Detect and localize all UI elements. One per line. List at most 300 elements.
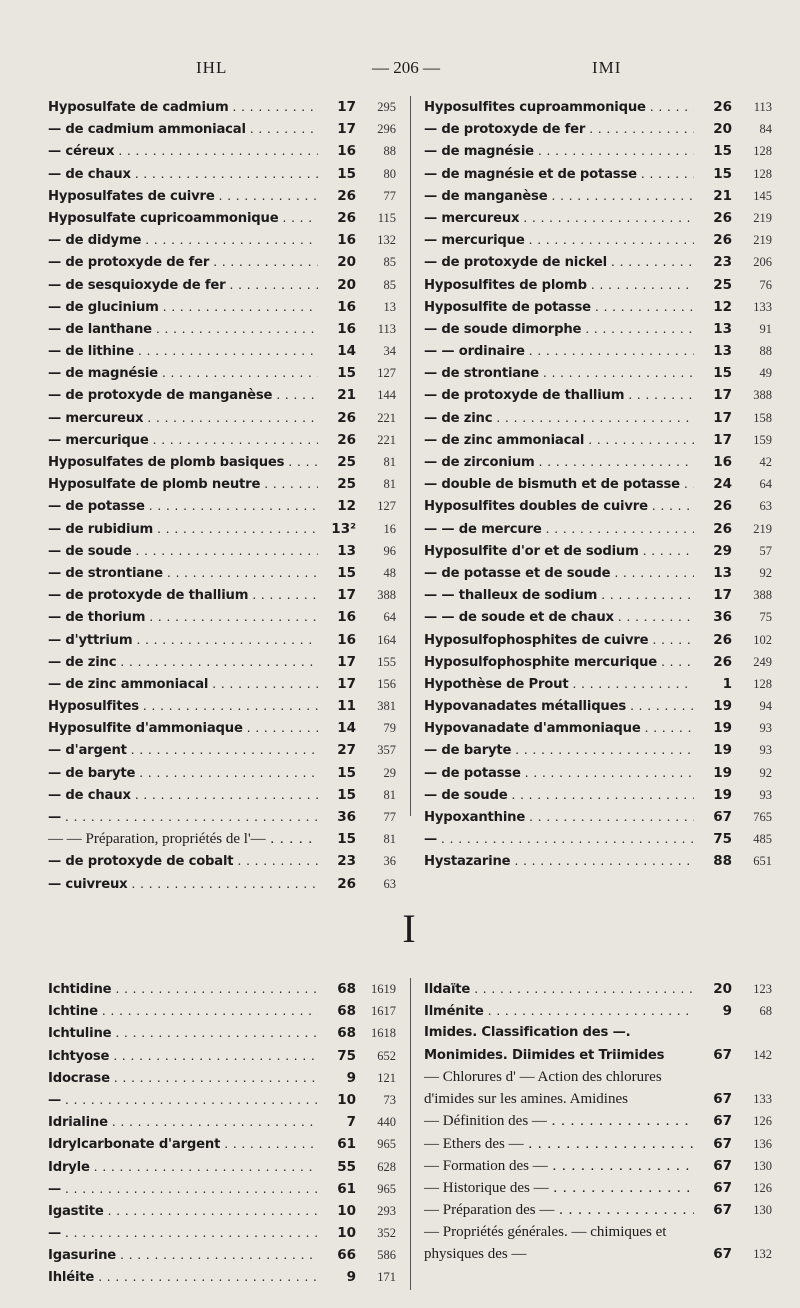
entry-name: Igasurine . . . [48, 1244, 332, 1267]
index-entry [424, 229, 772, 251]
entry-page: 440 [377, 1115, 396, 1130]
entry-volume: 67 [694, 1243, 732, 1265]
entry-volume: 17 [318, 651, 356, 673]
index-entry [424, 673, 772, 695]
entry-volume: 15 [318, 828, 356, 850]
entry-page: 127 [377, 499, 396, 514]
entry-volume: 55 [318, 1156, 356, 1178]
entry-name: — de potasse . . . [48, 495, 332, 518]
entry-name: — mercureux . . . [48, 407, 332, 430]
entry-name: Hyposulfate de plomb neutre . . . [48, 473, 332, 496]
entry-name: — de protoxyde de fer . . . [424, 118, 708, 141]
index-entry [424, 1199, 772, 1221]
entry-name: — — de soude et de chaux . . . [424, 606, 708, 629]
entry-volume: 7 [318, 1111, 356, 1133]
entry-volume: 21 [318, 384, 356, 406]
entry-page: 57 [759, 543, 772, 558]
entry-volume: 19 [694, 739, 732, 761]
index-column-left-h [48, 96, 396, 895]
entry-name: Igastite . . . [48, 1200, 332, 1223]
entry-page: 652 [377, 1048, 396, 1063]
entry-page: 16 [383, 521, 396, 536]
entry-volume: 67 [694, 1155, 732, 1177]
index-entry [48, 1200, 396, 1222]
entry-name: — de lanthane . . . [48, 318, 332, 341]
entry-volume: 20 [694, 978, 732, 1000]
entry-volume: 20 [694, 118, 732, 140]
index-entry [48, 251, 396, 273]
entry-page: 48 [383, 565, 396, 580]
index-entry [48, 828, 396, 850]
entry-page: 158 [753, 410, 772, 425]
entry-page: 80 [383, 166, 396, 181]
index-entry [48, 806, 396, 828]
entry-name: — — ordinaire . . . [424, 340, 708, 363]
entry-name: — de strontiane . . . [424, 362, 708, 385]
entry-page: 295 [377, 100, 396, 114]
entry-name: — de zinc ammoniacal . . . [424, 429, 708, 452]
entry-name: Hyposulfites de plomb . . . [424, 274, 708, 297]
entry-page: 77 [383, 810, 396, 824]
entry-name: Hyposulfites . . . [48, 695, 332, 718]
entry-page: 765 [753, 810, 772, 824]
entry-volume: 67 [694, 1088, 732, 1110]
entry-page: 113 [753, 100, 772, 114]
entry-name: — de protoxyde de fer . . . [48, 251, 332, 274]
header-right-guide-word: IMI [592, 58, 622, 77]
entry-page: 121 [377, 1070, 396, 1085]
entry-page: 85 [383, 277, 396, 292]
entry-name: — Définition des — . . . [424, 1110, 708, 1132]
entry-page: 64 [759, 477, 772, 492]
index-entry [48, 673, 396, 695]
entry-volume: 19 [694, 784, 732, 806]
entry-page: 142 [753, 1048, 772, 1063]
entry-volume: 61 [318, 1133, 356, 1155]
entry-page: 79 [383, 721, 396, 736]
entry-page: 73 [383, 1092, 396, 1107]
entry-name: — d'argent . . . [48, 739, 332, 762]
index-entry [424, 140, 772, 162]
index-entry [48, 495, 396, 517]
entry-volume: 12 [694, 296, 732, 318]
entry-name: — de potasse et de soude . . . [424, 562, 708, 585]
index-entry [48, 473, 396, 495]
entry-volume: 17 [318, 673, 356, 695]
entry-volume: 26 [694, 651, 732, 673]
index-entry [424, 1133, 772, 1155]
index-entry [48, 518, 396, 540]
entry-page: 130 [753, 1203, 772, 1218]
entry-volume: 10 [318, 1089, 356, 1111]
entry-name: — de protoxyde de cobalt . . . [48, 850, 332, 873]
entry-volume: 26 [318, 407, 356, 429]
entry-volume: 67 [694, 1177, 732, 1199]
index-entry [424, 274, 772, 296]
index-entry [48, 140, 396, 162]
entry-volume: 13² [318, 518, 356, 540]
index-entry [48, 96, 396, 118]
entry-name: — de magnésie . . . [48, 362, 332, 385]
entry-volume: 26 [694, 518, 732, 540]
entry-volume: 25 [318, 473, 356, 495]
entry-page: 76 [759, 277, 772, 292]
entry-page: 352 [377, 1226, 396, 1241]
entry-volume: 1 [694, 673, 732, 695]
entry-volume: 14 [318, 717, 356, 739]
entry-name: Hystazarine . . . [424, 850, 708, 873]
index-entry [424, 185, 772, 207]
entry-name: Idrialine . . . [48, 1111, 332, 1134]
entry-name: — de chaux . . . [48, 784, 332, 807]
entry-page: 81 [383, 477, 396, 492]
entry-name: — Propriétés générales. — chimiques et physiques des — [424, 1224, 667, 1263]
index-entry [424, 695, 772, 717]
entry-name: — . . . [48, 1178, 332, 1201]
entry-name: — de baryte . . . [424, 739, 708, 762]
entry-page: 144 [377, 388, 396, 403]
entry-page: 1619 [371, 982, 396, 996]
entry-volume: 19 [694, 762, 732, 784]
index-entry [424, 978, 772, 1000]
entry-volume: 15 [318, 163, 356, 185]
page-number: — 206 — [372, 58, 440, 77]
entry-name: — de strontiane . . . [48, 562, 332, 585]
entry-page: 91 [759, 321, 772, 336]
entry-page: 84 [759, 122, 772, 137]
entry-name: Ichtuline . . . [48, 1022, 332, 1045]
entry-page: 127 [377, 366, 396, 381]
entry-volume: 75 [318, 1045, 356, 1067]
entry-name: — de magnésie . . . [424, 140, 708, 163]
entry-volume: 9 [318, 1067, 356, 1089]
index-entry [48, 407, 396, 429]
entry-name: Hypoxanthine . . . [424, 806, 708, 829]
entry-page: 206 [753, 255, 772, 270]
index-entry [48, 1045, 396, 1067]
entry-name: — — de mercure . . . [424, 518, 708, 541]
entry-name: Hypothèse de Prout . . . [424, 673, 708, 696]
entry-page: 93 [759, 721, 772, 736]
index-entry [424, 784, 772, 806]
entry-page: 63 [759, 499, 772, 514]
entry-page: 128 [753, 166, 772, 181]
index-entry [48, 762, 396, 784]
entry-name: — Formation des — . . . [424, 1155, 708, 1177]
index-entry [424, 651, 772, 673]
entry-name: — de protoxyde de thallium . . . [424, 384, 708, 407]
section-letter-heading: I [402, 906, 416, 951]
entry-page: 75 [759, 610, 772, 625]
index-entry [424, 828, 772, 850]
entry-page: 156 [377, 676, 396, 691]
entry-volume: 25 [694, 274, 732, 296]
entry-volume: 26 [318, 185, 356, 207]
index-entry [48, 163, 396, 185]
entry-volume: 24 [694, 473, 732, 495]
entry-volume: 23 [318, 850, 356, 872]
entry-volume: 16 [318, 606, 356, 628]
index-entry [424, 207, 772, 229]
entry-name: — — Préparation, propriétés de l'— . . . [48, 828, 332, 850]
index-entry [48, 1133, 396, 1155]
entry-page: 219 [753, 210, 772, 225]
entry-page: 965 [377, 1181, 396, 1196]
index-entry [424, 540, 772, 562]
entry-page: 249 [753, 654, 772, 669]
entry-volume: 15 [318, 762, 356, 784]
entry-name: Imides. Classification des —. Monimides. Diimides et Triimides [424, 1025, 665, 1064]
entry-page: 651 [753, 854, 772, 869]
entry-name: Hypovanadates métalliques . . . [424, 695, 708, 718]
entry-volume: 67 [694, 1044, 732, 1066]
index-entry [48, 584, 396, 606]
index-entry [48, 296, 396, 318]
entry-volume: 20 [318, 274, 356, 296]
entry-volume: 26 [694, 629, 732, 651]
index-entry [48, 229, 396, 251]
index-entry [424, 850, 772, 872]
entry-page: 296 [377, 122, 396, 137]
entry-volume: 10 [318, 1200, 356, 1222]
index-entry [48, 185, 396, 207]
entry-volume: 67 [694, 806, 732, 828]
entry-name: — double de bismuth et de potasse . . . [424, 473, 708, 496]
entry-volume: 26 [318, 873, 356, 895]
index-entry [48, 540, 396, 562]
entry-name: Hyposulfites doubles de cuivre . . . [424, 495, 708, 518]
entry-name: — de soude . . . [424, 784, 708, 807]
index-entry [48, 739, 396, 761]
entry-page: 115 [377, 210, 396, 225]
index-entry [48, 695, 396, 717]
entry-name: Hyposulfite d'or et de sodium . . . [424, 540, 708, 563]
entry-name: — . . . [424, 828, 708, 851]
index-entry [48, 1067, 396, 1089]
entry-page: 381 [377, 699, 396, 714]
index-entry [48, 1156, 396, 1178]
entry-volume: 26 [694, 495, 732, 517]
entry-page: 34 [383, 344, 396, 359]
entry-page: 145 [753, 188, 772, 203]
entry-page: 128 [753, 144, 772, 159]
entry-page: 36 [383, 854, 396, 869]
entry-volume: 61 [318, 1178, 356, 1200]
entry-volume: 67 [694, 1110, 732, 1132]
entry-page: 81 [383, 832, 396, 847]
entry-page: 64 [383, 610, 396, 625]
entry-volume: 68 [318, 1022, 356, 1044]
index-entry [48, 1244, 396, 1266]
index-entry [424, 362, 772, 384]
entry-page: 128 [753, 676, 772, 691]
index-entry [424, 296, 772, 318]
index-entry [48, 1089, 396, 1111]
entry-name: — de soude dimorphe . . . [424, 318, 708, 341]
index-entry [424, 518, 772, 540]
entry-page: 77 [383, 188, 396, 203]
entry-page: 68 [759, 1004, 772, 1019]
entry-page: 219 [753, 233, 772, 248]
entry-name: — de baryte . . . [48, 762, 332, 785]
entry-volume: 17 [694, 429, 732, 451]
entry-volume: 27 [318, 739, 356, 761]
column-divider [410, 978, 411, 1290]
entry-name: — de thorium . . . [48, 606, 332, 629]
entry-volume: 15 [694, 163, 732, 185]
entry-name: — de potasse . . . [424, 762, 708, 785]
entry-page: 13 [383, 299, 396, 314]
index-entry [48, 1000, 396, 1022]
entry-volume: 66 [318, 1244, 356, 1266]
entry-name: — de glucinium . . . [48, 296, 332, 319]
entry-name: — de manganèse . . . [424, 185, 708, 208]
entry-page: 123 [753, 982, 772, 996]
index-entry [424, 1110, 772, 1132]
entry-volume: 88 [694, 850, 732, 872]
entry-name: — Chlorures d' — Action des chlorures d'imides sur les amines. Amidines [424, 1069, 662, 1108]
index-entry [424, 118, 772, 140]
index-entry [48, 1266, 396, 1288]
entry-name: Hyposulfite de potasse . . . [424, 296, 708, 319]
entry-name: — mercurique . . . [48, 429, 332, 452]
entry-volume: 11 [318, 695, 356, 717]
entry-name: Ichtine . . . [48, 1000, 332, 1023]
index-entry [424, 562, 772, 584]
entry-page: 357 [377, 743, 396, 758]
entry-volume: 19 [694, 717, 732, 739]
entry-volume: 15 [694, 362, 732, 384]
index-entry [424, 340, 772, 362]
entry-page: 96 [383, 543, 396, 558]
index-entry [48, 784, 396, 806]
entry-name: — d'yttrium . . . [48, 629, 332, 652]
index-entry [424, 1022, 772, 1066]
entry-volume: 15 [318, 562, 356, 584]
entry-volume: 16 [318, 629, 356, 651]
entry-volume: 68 [318, 978, 356, 1000]
entry-page: 171 [377, 1270, 396, 1285]
entry-page: 965 [377, 1137, 396, 1152]
entry-page: 126 [753, 1180, 772, 1195]
index-entry [48, 651, 396, 673]
index-entry [48, 207, 396, 229]
entry-volume: 13 [318, 540, 356, 562]
entry-volume: 17 [694, 584, 732, 606]
index-entry [48, 1178, 396, 1200]
index-entry [48, 429, 396, 451]
entry-name: — Préparation des — . . . [424, 1199, 708, 1221]
entry-page: 81 [383, 787, 396, 802]
entry-page: 102 [753, 632, 772, 647]
entry-name: Hyposulfophosphite mercurique . . . [424, 651, 708, 674]
index-column-right-h [424, 96, 772, 873]
entry-volume: 13 [694, 340, 732, 362]
entry-name: Hyposulfates de plomb basiques . . . [48, 451, 332, 474]
index-entry [424, 717, 772, 739]
index-entry [424, 629, 772, 651]
index-entry [48, 873, 396, 895]
entry-volume: 67 [694, 1133, 732, 1155]
entry-name: — cuivreux . . . [48, 873, 332, 896]
entry-volume: 16 [318, 140, 356, 162]
entry-volume: 12 [318, 495, 356, 517]
entry-page: 219 [753, 521, 772, 536]
index-entry [424, 451, 772, 473]
entry-volume: 75 [694, 828, 732, 850]
entry-name: — . . . [48, 1222, 332, 1245]
entry-page: 29 [383, 765, 396, 780]
entry-name: — de magnésie et de potasse . . . [424, 163, 708, 186]
entry-name: — mercurique . . . [424, 229, 708, 252]
entry-name: — de rubidium . . . [48, 518, 332, 541]
index-entry [424, 1155, 772, 1177]
index-entry [48, 384, 396, 406]
entry-page: 92 [759, 565, 772, 580]
column-divider [410, 96, 411, 816]
entry-page: 221 [377, 410, 396, 425]
entry-page: 130 [753, 1158, 772, 1173]
entry-name: — de protoxyde de manganèse . . . [48, 384, 332, 407]
entry-volume: 26 [694, 96, 732, 118]
entry-name: — de soude . . . [48, 540, 332, 563]
entry-volume: 15 [694, 140, 732, 162]
entry-name: Hyposulfophosphites de cuivre . . . [424, 629, 708, 652]
entry-name: Ildaïte . . . [424, 978, 708, 1001]
index-entry [424, 407, 772, 429]
entry-volume: 26 [318, 207, 356, 229]
entry-name: — de sesquioxyde de fer . . . [48, 274, 332, 297]
index-entry [424, 1066, 772, 1110]
entry-volume: 67 [694, 1199, 732, 1221]
entry-name: — de cadmium ammoniacal . . . [48, 118, 332, 141]
entry-name: Hyposulfate cupricoammonique . . . [48, 207, 332, 230]
entry-page: 1617 [371, 1004, 396, 1019]
entry-page: 92 [759, 765, 772, 780]
entry-page: 628 [377, 1159, 396, 1174]
entry-page: 42 [759, 455, 772, 469]
entry-name: Hyposulfate de cadmium . . . [48, 96, 332, 119]
index-entry [424, 163, 772, 185]
entry-name: — de zinc . . . [48, 651, 332, 674]
index-entry [48, 451, 396, 473]
entry-volume: 9 [694, 1000, 732, 1022]
index-entry [48, 717, 396, 739]
index-entry [424, 96, 772, 118]
header-left-guide-word: IHL [196, 58, 228, 77]
entry-page: 81 [383, 455, 396, 469]
entry-volume: 17 [694, 384, 732, 406]
index-entry [48, 1022, 396, 1044]
index-entry [424, 606, 772, 628]
entry-page: 388 [753, 588, 772, 603]
entry-name: — de zinc . . . [424, 407, 708, 430]
index-entry [48, 606, 396, 628]
entry-volume: 19 [694, 695, 732, 717]
entry-page: 132 [377, 233, 396, 248]
index-entry [48, 562, 396, 584]
entry-name: Hyposulfites cuproammonique . . . [424, 96, 708, 119]
entry-volume: 14 [318, 340, 356, 362]
entry-name: — de zinc ammoniacal . . . [48, 673, 332, 696]
entry-page: 49 [759, 366, 772, 381]
entry-volume: 13 [694, 562, 732, 584]
entry-name: — de didyme . . . [48, 229, 332, 252]
entry-page: 93 [759, 743, 772, 758]
entry-page: 155 [377, 654, 396, 669]
entry-name: — de lithine . . . [48, 340, 332, 363]
index-entry [424, 762, 772, 784]
